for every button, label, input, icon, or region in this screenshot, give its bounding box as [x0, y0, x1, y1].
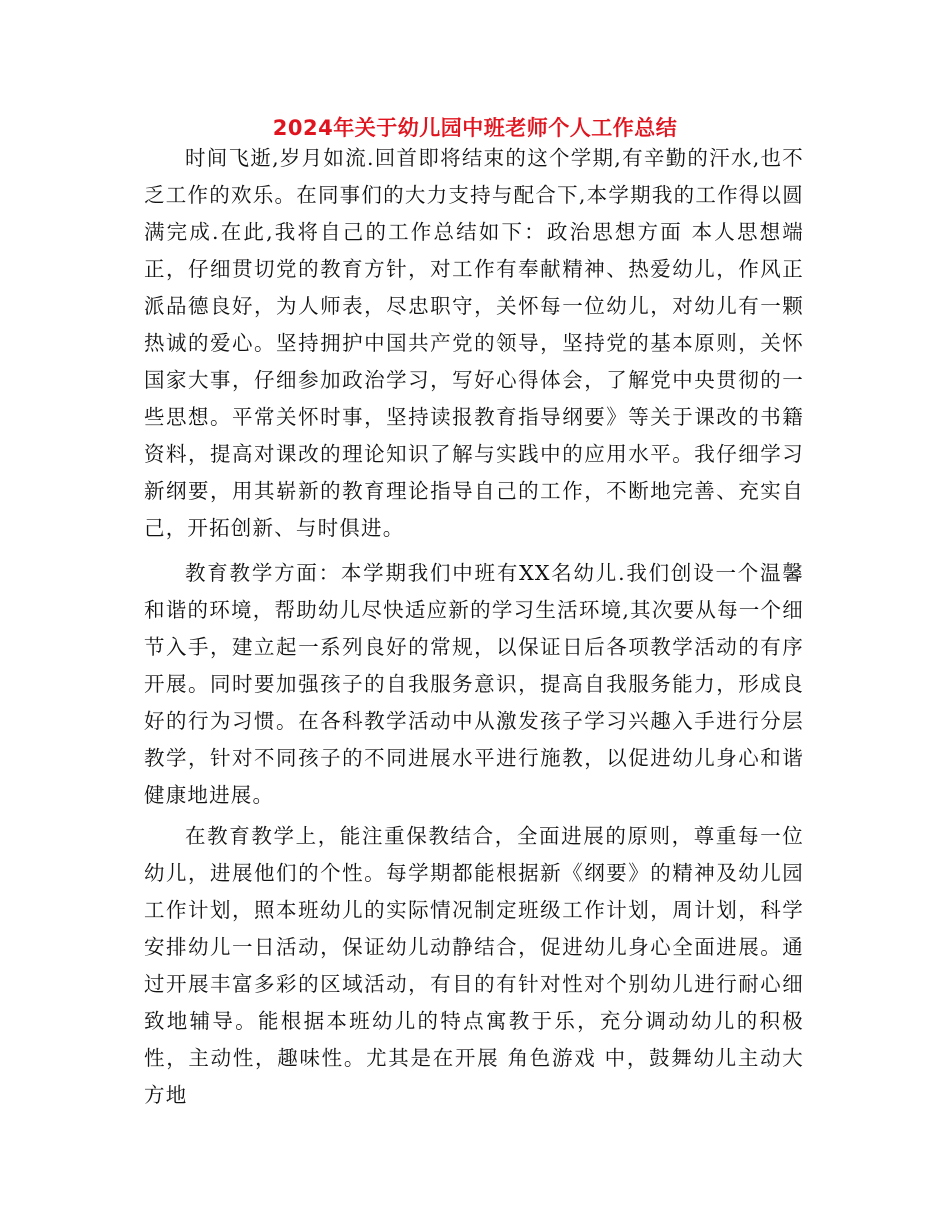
paragraph-teaching-aspects: 教育教学方面：本学期我们中班有XX名幼儿.我们创设一个温馨和谐的环境，帮助幼儿尽快适应新的学习生活环境,其次要从每一个细节入手，建立起一系列良好的常规，以保证日后各项教学活动的有序开展。同时要加强孩子的自我服务意识，提高自我服务能力，形成良好的行为习惯。在各科教学活动中从激发孩子学习兴趣入手进行分层教学，针对不同孩子的不同进展水平进行施教，以促进幼儿身心和谐健康地进展。	[144, 561, 804, 807]
document-title: 2024年关于幼儿园中班老师个人工作总结	[272, 116, 678, 140]
paragraph-intro-political: 时间飞逝,岁月如流.回首即将结束的这个学期,有辛勤的汗水,也不乏工作的欢乐。在同事们的大力支持与配合下,本学期我的工作得以圆满完成.在此,我将自己的工作总结如下：政治思想方面 本人思想端正，仔细贯切党的教育方针，对工作有奉献精神、热爱幼儿，作风正派品德良好，为人师表，尽忠职守，关怀每一位幼儿，对幼儿有一颗热诚的爱心。坚持拥护中国共产党的领导，坚持党的基本原则，关怀国家大事，仔细参加政治学习，写好心得体会，了解党中央贯彻的一些思想。平常关怀时事，坚持读报教育指导纲要》等关于课改的书籍资料，提高对课改的理论知识了解与实践中的应用水平。我仔细学习新纲要，用其崭新的教育理论指导自己的工作，不断地完善、充实自己，开拓创新、与时俱进。	[144, 146, 804, 540]
paragraph-teaching-practice: 在教育教学上，能注重保教结合，全面进展的原则，尊重每一位幼儿，进展他们的个性。每学期都能根据新《纲要》的精神及幼儿园工作计划，照本班幼儿的实际情况制定班级工作计划，周计划，科学安排幼儿一日活动，保证幼儿动静结合，促进幼儿身心全面进展。通过开展丰富多彩的区域活动，有目的有针对性对个别幼儿进行耐心细致地辅导。能根据本班幼儿的特点寓教于乐，充分调动幼儿的积极性，主动性，趣味性。尤其是在开展 角色游戏 中，鼓舞幼儿主动大方地	[144, 824, 804, 1107]
document-body	[144, 140, 804, 1118]
